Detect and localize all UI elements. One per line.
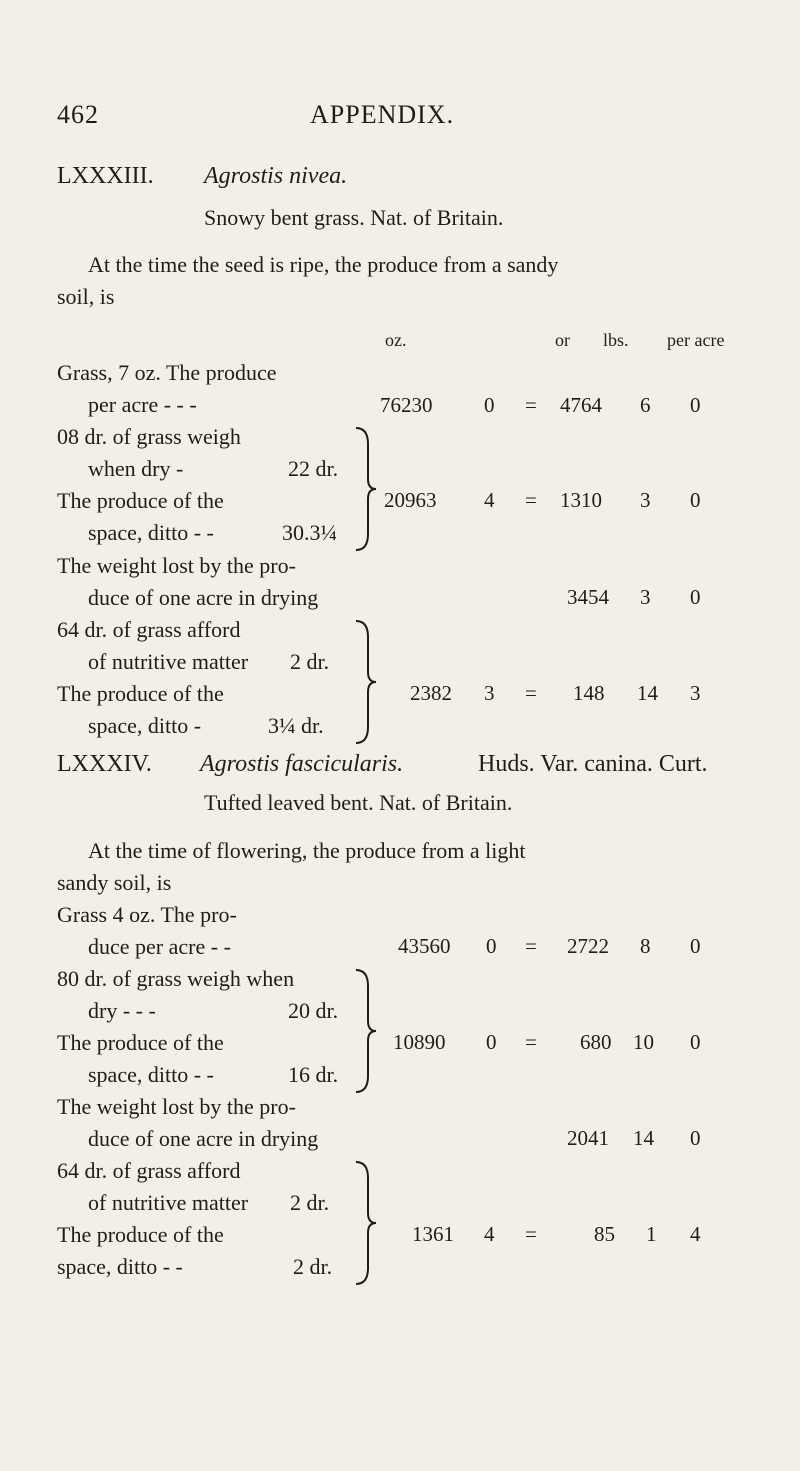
s84-row1-eq: = — [525, 934, 537, 958]
col-header-per-acre: per acre — [667, 330, 725, 350]
page-number: 462 — [57, 100, 99, 129]
s83-row2-oz2: 3 — [640, 488, 651, 512]
s83-side-value: 3¼ dr. — [268, 713, 324, 738]
s84-side-value: 20 dr. — [288, 998, 339, 1023]
s83-line: The produce of the — [57, 488, 224, 513]
section-83-intro: At the time the seed is ripe, the produce from a sandy — [88, 252, 559, 277]
s83-row4-dr: 3 — [484, 681, 495, 705]
s83-side-value: 2 dr. — [290, 649, 330, 674]
s83-row2-lbs: 1310 — [560, 488, 602, 512]
s84-row3-oz2: 14 — [633, 1126, 654, 1150]
s83-row2-eq: = — [525, 488, 537, 512]
col-header-oz: oz. — [385, 330, 407, 350]
s84-row4-dr: 4 — [484, 1222, 495, 1246]
s83-row4-oz2: 14 — [637, 681, 658, 705]
s84-line: Grass 4 oz. The pro- — [57, 902, 237, 927]
running-title: APPENDIX. — [310, 100, 455, 129]
col-header-lbs: lbs. — [603, 330, 629, 350]
brace-icon — [352, 1158, 378, 1288]
s84-row2-oz: 10890 — [393, 1030, 446, 1054]
brace-icon — [352, 424, 378, 554]
s83-line: 64 dr. of grass afford — [57, 617, 241, 642]
s84-side-value: 2 dr. — [290, 1190, 330, 1215]
s83-line: The weight lost by the pro- — [57, 553, 296, 578]
s83-side-value: 30.3¼ — [282, 520, 337, 545]
section-84-authority: Huds. Var. canina. Curt. — [478, 751, 708, 777]
s84-row1-dr2: 0 — [690, 934, 701, 958]
s83-row2-dr2: 0 — [690, 488, 701, 512]
s84-row4-lbs: 85 — [594, 1222, 615, 1246]
s83-line: per acre - - - — [88, 392, 197, 417]
s83-line: space, ditto - — [88, 713, 202, 738]
section-83-number: LXXXIII. — [57, 163, 154, 189]
s84-row4-oz: 1361 — [412, 1222, 454, 1246]
s83-row2-dr: 4 — [484, 488, 495, 512]
s83-row1-oz2: 6 — [640, 393, 651, 417]
s84-line: space, ditto - - — [88, 1062, 214, 1087]
s84-row3-dr2: 0 — [690, 1126, 701, 1150]
s84-line: 64 dr. of grass afford — [57, 1158, 241, 1183]
s84-row1-lbs: 2722 — [567, 934, 609, 958]
section-84-intro-cont: sandy soil, is — [57, 870, 172, 895]
s83-side-value: 22 dr. — [288, 456, 339, 481]
s83-line: duce of one acre in drying — [88, 585, 319, 610]
s84-line: The produce of the — [57, 1222, 224, 1247]
s83-line: Grass, 7 oz. The produce — [57, 360, 277, 385]
s84-row1-dr: 0 — [486, 934, 497, 958]
section-84-latin-name: Agrostis fascicularis. — [200, 751, 404, 777]
s84-row4-oz2: 1 — [646, 1222, 657, 1246]
s83-row4-lbs: 148 — [573, 681, 605, 705]
s84-row1-oz: 43560 — [398, 934, 451, 958]
s84-side-value: 2 dr. — [293, 1254, 333, 1279]
s84-line: space, ditto - - — [57, 1254, 183, 1279]
s83-line: of nutritive matter — [88, 649, 249, 674]
s83-row3-dr2: 0 — [690, 585, 701, 609]
s84-row2-dr: 0 — [486, 1030, 497, 1054]
section-84-intro: At the time of flowering, the produce from a light — [88, 838, 526, 863]
section-84-common-name: Tufted leaved bent. Nat. of Britain. — [204, 790, 513, 815]
s83-row1-eq: = — [525, 393, 537, 417]
s83-row4-eq: = — [525, 681, 537, 705]
s84-row3-lbs: 2041 — [567, 1126, 609, 1150]
s84-row2-dr2: 0 — [690, 1030, 701, 1054]
s84-line: duce of one acre in drying — [88, 1126, 319, 1151]
s83-line: 08 dr. of grass weigh — [57, 424, 241, 449]
s84-row2-oz2: 10 — [633, 1030, 654, 1054]
s83-row2-oz: 20963 — [384, 488, 437, 512]
s83-row1-dr2: 0 — [690, 393, 701, 417]
s84-line: dry - - - — [88, 998, 156, 1023]
section-84-number: LXXXIV. — [57, 751, 152, 777]
s83-row1-oz: 76230 — [380, 393, 433, 417]
s83-row3-lbs: 3454 — [567, 585, 609, 609]
brace-icon — [352, 617, 378, 747]
s84-row1-oz2: 8 — [640, 934, 651, 958]
col-header-or: or — [555, 330, 570, 350]
s84-row2-lbs: 680 — [580, 1030, 612, 1054]
brace-icon — [352, 966, 378, 1096]
s84-row2-eq: = — [525, 1030, 537, 1054]
s84-line: duce per acre - - — [88, 934, 231, 959]
section-83-common-name: Snowy bent grass. Nat. of Britain. — [204, 205, 504, 230]
s84-line: 80 dr. of grass weigh when — [57, 966, 295, 991]
s83-row3-oz2: 3 — [640, 585, 651, 609]
s84-side-value: 16 dr. — [288, 1062, 339, 1087]
s84-row4-eq: = — [525, 1222, 537, 1246]
s83-line: space, ditto - - — [88, 520, 214, 545]
s83-line: when dry - — [88, 456, 184, 481]
s84-line: The produce of the — [57, 1030, 224, 1055]
s83-line: The produce of the — [57, 681, 224, 706]
s83-row1-dr: 0 — [484, 393, 495, 417]
s84-row4-dr2: 4 — [690, 1222, 701, 1246]
s84-line: of nutritive matter — [88, 1190, 249, 1215]
s83-row4-dr2: 3 — [690, 681, 701, 705]
section-83-latin-name: Agrostis nivea. — [204, 163, 348, 189]
s83-row4-oz: 2382 — [410, 681, 452, 705]
s84-line: The weight lost by the pro- — [57, 1094, 296, 1119]
section-83-intro-cont: soil, is — [57, 284, 115, 309]
s83-row1-lbs: 4764 — [560, 393, 602, 417]
